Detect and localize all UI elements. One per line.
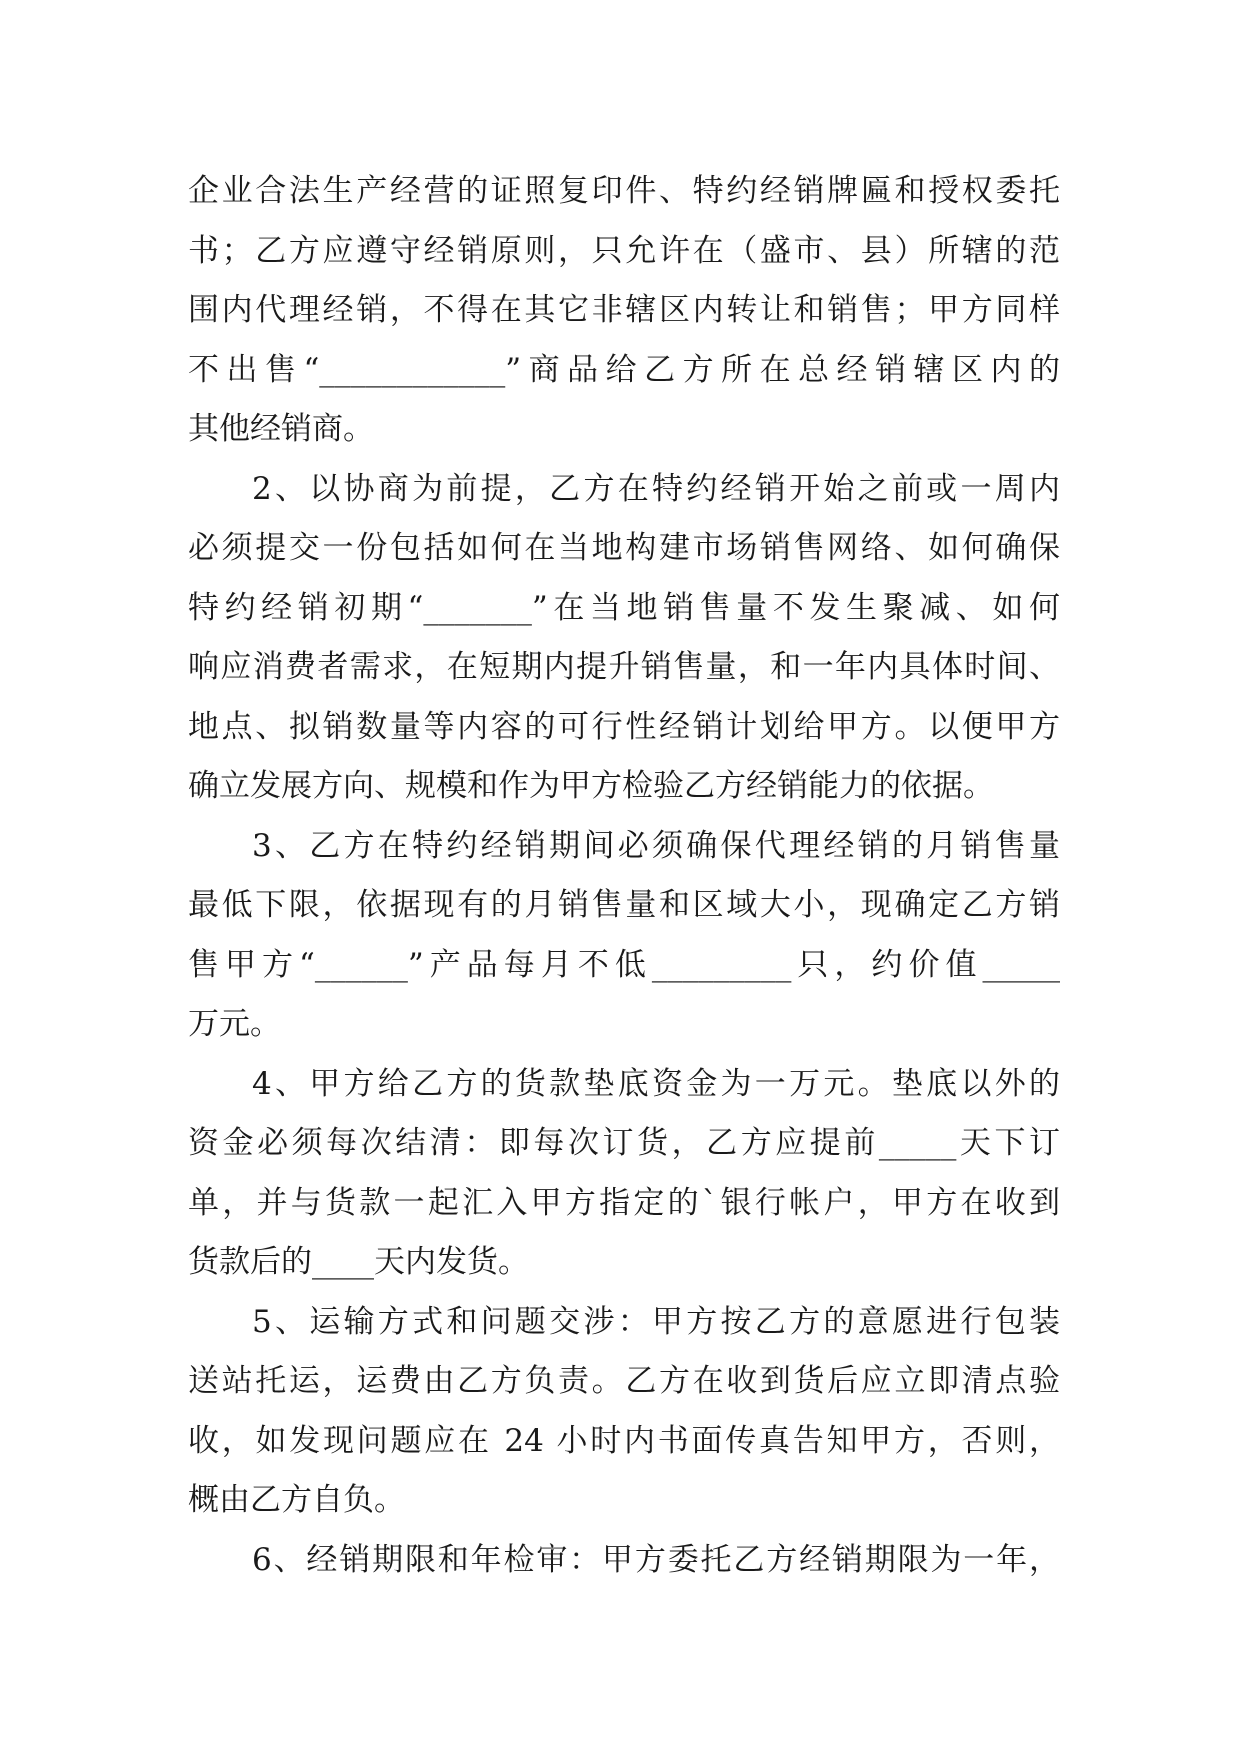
text-line: 书；乙方应遵守经销原则，只允许在（盛市、县）所辖的范 (188, 232, 1060, 269)
text-line: 资金必须每次结清：即每次订货，乙方应提前_____天下订 (188, 1125, 1060, 1161)
text-line: 最低下限，依据现有的月销售量和区域大小，现确定乙方销 (188, 887, 1060, 923)
text-line: 货款后的____天内发货。 (188, 1244, 529, 1280)
text-line: 4、甲方给乙方的货款垫底资金为一万元。垫底以外的 (252, 1065, 1060, 1102)
text-line: 售甲方“______”产品每月不低_________只，约价值_____ (188, 946, 1060, 983)
text-line: 概由乙方自负。 (188, 1482, 405, 1518)
text-line: 不出售“____________”商品给乙方所在总经销辖区内的 (188, 351, 1060, 388)
text-line: 其他经销商。 (188, 411, 374, 447)
text-line: 收，如发现问题应在 24 小时内书面传真告知甲方，否则， (188, 1422, 1060, 1459)
text-line: 2、以协商为前提，乙方在特约经销开始之前或一周内 (252, 470, 1060, 507)
text-line: 响应消费者需求，在短期内提升销售量，和一年内具体时间、 (188, 649, 1060, 685)
text-line: 6、经销期限和年检审：甲方委托乙方经销期限为一年， (252, 1541, 1060, 1578)
text-line: 3、乙方在特约经销期间必须确保代理经销的月销售量 (252, 827, 1060, 864)
text-line: 特约经销初期“_______”在当地销售量不发生聚减、如何 (188, 589, 1060, 626)
text-line: 地点、拟销数量等内容的可行性经销计划给甲方。以便甲方 (188, 708, 1060, 745)
text-line: 企业合法生产经营的证照复印件、特约经销牌匾和授权委托 (188, 173, 1060, 209)
text-line: 万元。 (188, 1006, 281, 1042)
text-line: 5、运输方式和问题交涉：甲方按乙方的意愿进行包装 (252, 1303, 1060, 1340)
document-body (188, 162, 1060, 1590)
text-line: 围内代理经销，不得在其它非辖区内转让和销售；甲方同样 (188, 292, 1060, 328)
text-line: 确立发展方向、规模和作为甲方检验乙方经销能力的依据。 (188, 768, 994, 804)
text-line: 送站托运，运费由乙方负责。乙方在收到货后应立即清点验 (188, 1363, 1060, 1399)
text-line: 单，并与货款一起汇入甲方指定的`银行帐户，甲方在收到 (188, 1184, 1060, 1221)
text-line: 必须提交一份包括如何在当地构建市场销售网络、如何确保 (188, 530, 1060, 566)
